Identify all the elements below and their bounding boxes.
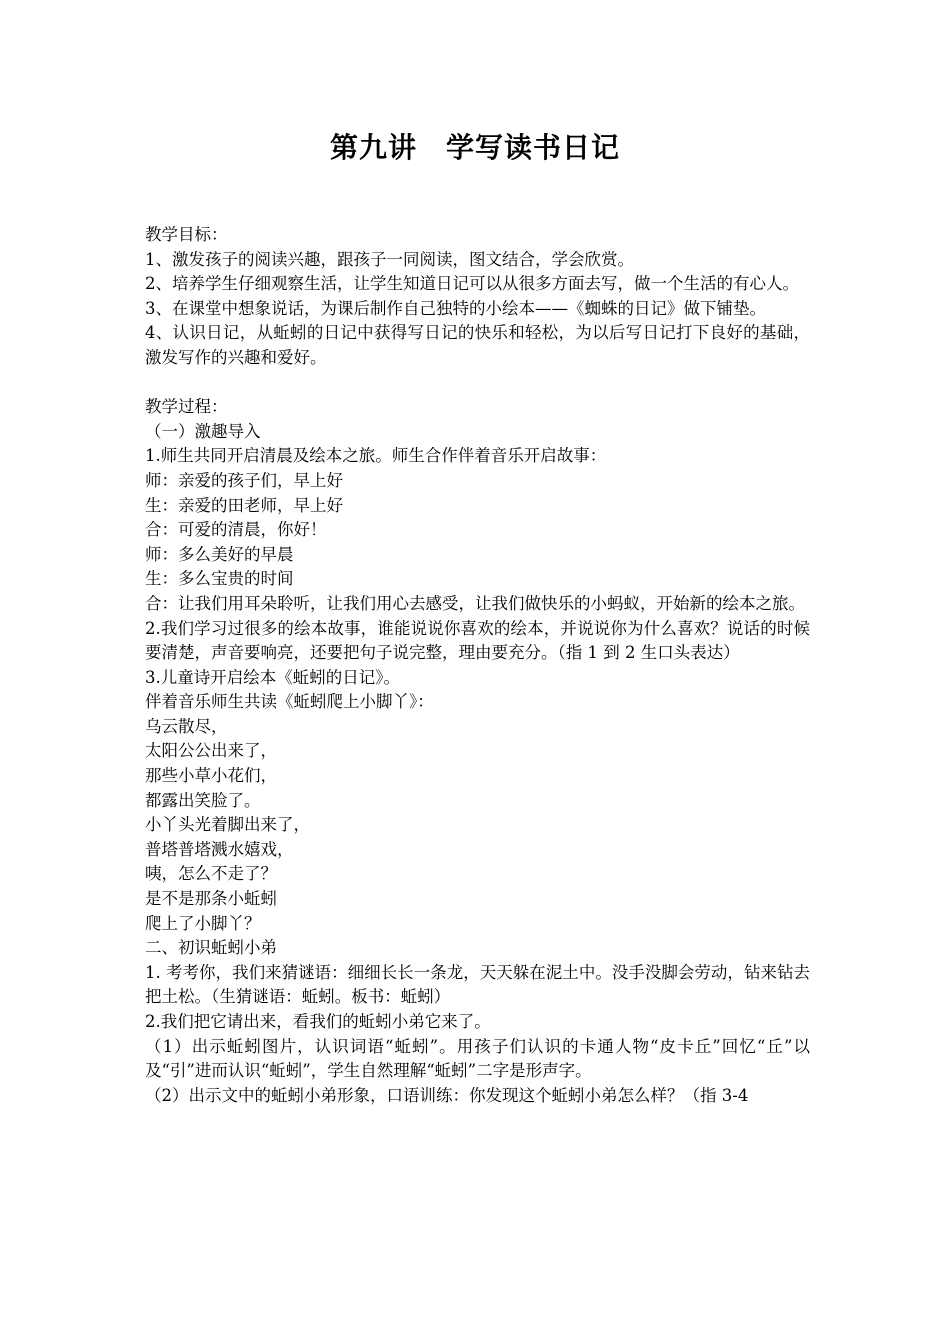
goal-item: 3、在课堂中想象说话，为课后制作自己独特的小绘本——《蜘蛛的日记》做下铺垫。 bbox=[145, 298, 766, 318]
dialogue-line: 师：多么美好的早晨 bbox=[145, 544, 294, 564]
dialogue-line: 合：让我们用耳朵聆听，让我们用心去感受，让我们做快乐的小蚂蚁，开始新的绘本之旅。 bbox=[145, 593, 805, 613]
section-heading: 二、初识蚯蚓小弟 bbox=[145, 938, 277, 958]
document-body bbox=[145, 223, 810, 1108]
goal-item: 1、激发孩子的阅读兴趣，跟孩子一同阅读，图文结合，学会欣赏。 bbox=[145, 249, 634, 269]
goals-heading: 教学目标： bbox=[145, 225, 228, 244]
poem-line: 太阳公公出来了， bbox=[145, 741, 277, 761]
goal-item: 4、认识日记，从蚯蚓的日记中获得写日记的快乐和轻松，为以后写日记打下良好的基础，激发写作的兴趣和爱好。 bbox=[145, 323, 810, 367]
poem-line: 那些小草小花们， bbox=[145, 766, 277, 786]
poem-line: 都露出笑脸了。 bbox=[145, 790, 261, 810]
poem-line: 小丫头光着脚出来了， bbox=[145, 815, 310, 835]
process-heading: 教学过程： bbox=[145, 397, 228, 417]
paragraph: 1.师生共同开启清晨及绘本之旅。师生合作伴着音乐开启故事： bbox=[145, 446, 607, 466]
dialogue-line: 生：亲爱的田老师，早上好 bbox=[145, 495, 343, 515]
poem-line: 爬上了小脚丫？ bbox=[145, 913, 261, 933]
poem-line: 咦，怎么不走了？ bbox=[145, 864, 277, 884]
paragraph: （1）出示蚯蚓图片，认识词语“蚯蚓”。用孩子们认识的卡通人物“皮卡丘”回忆“丘”以及“引”进而认识“蚯蚓”，学生自然理解“蚯蚓”二字是形声字。 bbox=[145, 1036, 810, 1081]
paragraph: 1. 考考你，我们来猜谜语：细细长长一条龙，天天躲在泥土中。没手没脚会劳动，钻来钻去把土松。（生猜谜语：蚯蚓。板书：蚯蚓） bbox=[145, 962, 810, 1007]
dialogue-line: 合：可爱的清晨，你好！ bbox=[145, 520, 327, 540]
page-title: 第九讲 学写读书日记 bbox=[329, 131, 620, 164]
paragraph: 3.儿童诗开启绘本《蚯蚓的日记》。 bbox=[145, 667, 400, 687]
paragraph: 2.我们把它请出来，看我们的蚯蚓小弟它来了。 bbox=[145, 1012, 491, 1031]
paragraph: （2）出示文中的蚯蚓小弟形象，口语训练：你发现这个蚯蚓小弟怎么样？（指 3-4 bbox=[145, 1085, 749, 1105]
dialogue-line: 生：多么宝贵的时间 bbox=[145, 569, 294, 589]
paragraph: 2.我们学习过很多的绘本故事，谁能说说你喜欢的绘本，并说说你为什么喜欢？说话的时候要清楚，声音要响亮，还要把句子说完整，理由要充分。（指 1 到 2 生口头表达） bbox=[145, 618, 810, 663]
blank-line bbox=[145, 371, 810, 396]
poem-line: 乌云散尽， bbox=[145, 716, 228, 736]
poem-line: 普塔普塔溅水嬉戏， bbox=[145, 839, 294, 859]
goal-item: 2、培养学生仔细观察生活，让学生知道日记可以从很多方面去写，做一个生活的有心人。 bbox=[145, 274, 799, 294]
section-heading: （一）激趣导入 bbox=[145, 421, 261, 441]
dialogue-line: 师：亲爱的孩子们，早上好 bbox=[145, 470, 343, 490]
poem-line: 是不是那条小蚯蚓 bbox=[145, 889, 277, 909]
paragraph: 伴着音乐师生共读《蚯蚓爬上小脚丫》： bbox=[145, 692, 434, 712]
